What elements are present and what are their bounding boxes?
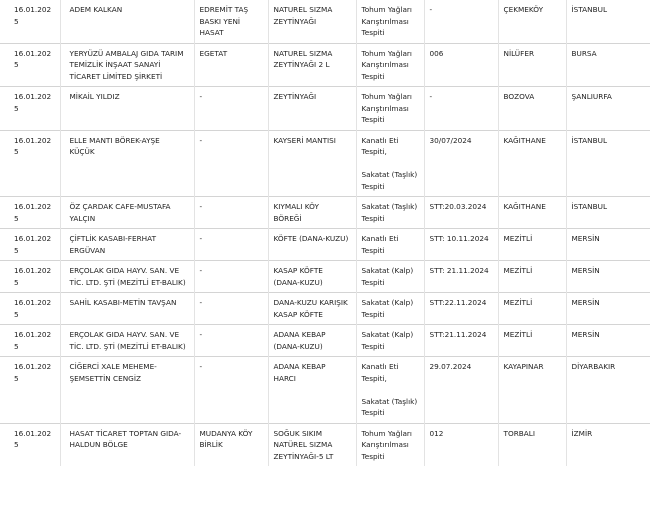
brand-cell: EGETAT — [194, 43, 268, 87]
firm-cell: ERÇOLAK GIDA HAYV. SAN. VE TİC. LTD. ŞTİ (MEZİTLİ ET-BALIK) — [60, 261, 194, 293]
brand-cell: - — [194, 229, 268, 261]
test-cell: Kanatlı Eti Tespiti, Sakatat (Taşlık) Tespiti — [356, 357, 424, 424]
firm-cell: ÇİFTLİK KASABI-FERHAT ERGÜVAN — [60, 229, 194, 261]
test-cell: Sakatat (Kalp) Tespiti — [356, 325, 424, 357]
product-cell: ZEYTİNYAĞI — [268, 87, 356, 131]
lot-cell: STT:20.03.2024 — [424, 197, 498, 229]
brand-cell: - — [194, 130, 268, 197]
city-cell: MERSİN — [566, 261, 650, 293]
date-cell: 16.01.2025 — [14, 135, 52, 156]
test-cell: Tohum Yağları Karıştırılması Tespiti — [356, 43, 424, 87]
city-cell: BURSA — [566, 43, 650, 87]
lot-cell: 30/07/2024 — [424, 130, 498, 197]
firm-cell: YERYÜZÜ AMBALAJ GIDA TARIM TEMİZLİK İNŞAAT SANAYİ TİCARET LİMİTED ŞİRKETİ — [60, 43, 194, 87]
test-cell: Kanatlı Eti Tespiti — [356, 229, 424, 261]
city-cell: İSTANBUL — [566, 197, 650, 229]
date-cell: 16.01.2025 — [14, 5, 52, 26]
product-cell: NATUREL SIZMA ZEYTİNYAĞI — [268, 0, 356, 43]
lot-cell: STT: 21.11.2024 — [424, 261, 498, 293]
city-cell: İSTANBUL — [566, 0, 650, 43]
district-cell: NİLÜFER — [498, 43, 566, 87]
product-cell: SOĞUK SIKIM NATÜREL SIZMA ZEYTİNYAĞI-5 LT — [268, 423, 356, 466]
firm-cell: MİKAİL YILDIZ — [60, 87, 194, 131]
brand-cell: - — [194, 293, 268, 325]
lot-cell: 29.07.2024 — [424, 357, 498, 424]
date-cell: 16.01.2025 — [14, 428, 52, 449]
district-cell: MEZİTLİ — [498, 293, 566, 325]
date-cell: 16.01.2025 — [14, 266, 52, 287]
district-cell: KAĞITHANE — [498, 197, 566, 229]
brand-cell: - — [194, 325, 268, 357]
lot-cell: 012 — [424, 423, 498, 466]
firm-cell: HASAT TİCARET TOPTAN GIDA- HALDUN BÖLGE — [60, 423, 194, 466]
date-cell: 16.01.2025 — [14, 362, 52, 383]
test-cell: Tohum Yağları Karıştırılması Tespiti — [356, 423, 424, 466]
table-row — [0, 261, 650, 293]
lot-cell: - — [424, 0, 498, 43]
brand-cell: - — [194, 357, 268, 424]
test-cell: Tohum Yağları Karıştırılması Tespiti — [356, 87, 424, 131]
table-row — [0, 130, 650, 197]
firm-cell: ÖZ ÇARDAK CAFE-MUSTAFA YALÇIN — [60, 197, 194, 229]
city-cell: MERSİN — [566, 293, 650, 325]
test-cell: Sakatat (Taşlık) Tespiti — [356, 197, 424, 229]
lot-cell: 006 — [424, 43, 498, 87]
product-cell: KASAP KÖFTE (DANA-KUZU) — [268, 261, 356, 293]
firm-cell: ELLE MANTI BÖREK-AYŞE KÜÇÜK — [60, 130, 194, 197]
date-cell: 16.01.2025 — [14, 298, 52, 319]
firm-cell: CİĞERCİ XALE MEHEME- ŞEMSETTİN CENGİZ — [60, 357, 194, 424]
table-row — [0, 325, 650, 357]
table-row — [0, 0, 650, 43]
district-cell: KAYAPINAR — [498, 357, 566, 424]
district-cell: MEZİTLİ — [498, 325, 566, 357]
table-row — [0, 43, 650, 87]
table-row — [0, 423, 650, 466]
test-cell: Sakatat (Kalp) Tespiti — [356, 293, 424, 325]
date-cell: 16.01.2025 — [14, 330, 52, 351]
date-cell: 16.01.2025 — [14, 234, 52, 255]
test-cell: Sakatat (Kalp) Tespiti — [356, 261, 424, 293]
lot-cell: STT:22.11.2024 — [424, 293, 498, 325]
brand-cell: MUDANYA KÖY BİRLİK — [194, 423, 268, 466]
district-cell: MEZİTLİ — [498, 261, 566, 293]
city-cell: ŞANLIURFA — [566, 87, 650, 131]
product-cell: NATUREL SIZMA ZEYTİNYAĞI 2 L — [268, 43, 356, 87]
district-cell: KAĞITHANE — [498, 130, 566, 197]
brand-cell: - — [194, 197, 268, 229]
firm-cell: SAHİL KASABI-METİN TAVŞAN — [60, 293, 194, 325]
lot-cell: - — [424, 87, 498, 131]
city-cell: MERSİN — [566, 229, 650, 261]
table-row — [0, 197, 650, 229]
product-cell: ADANA KEBAP HARCI — [268, 357, 356, 424]
table-row — [0, 229, 650, 261]
city-cell: MERSİN — [566, 325, 650, 357]
firm-cell: ADEM KALKAN — [60, 0, 194, 43]
date-cell: 16.01.2025 — [14, 48, 52, 69]
date-cell: 16.01.2025 — [14, 92, 52, 113]
product-cell: ADANA KEBAP (DANA-KUZU) — [268, 325, 356, 357]
table-row — [0, 357, 650, 424]
brand-cell: EDREMİT TAŞ BASKI YENİ HASAT — [194, 0, 268, 43]
city-cell: İSTANBUL — [566, 130, 650, 197]
product-cell: DANA-KUZU KARIŞIK KASAP KÖFTE — [268, 293, 356, 325]
test-cell: Tohum Yağları Karıştırılması Tespiti — [356, 0, 424, 43]
district-cell: ÇEKMEKÖY — [498, 0, 566, 43]
lot-cell: STT:21.11.2024 — [424, 325, 498, 357]
district-cell: TORBALI — [498, 423, 566, 466]
date-cell: 16.01.2025 — [14, 202, 52, 223]
product-cell: KIYMALI KÖY BÖREĞİ — [268, 197, 356, 229]
table-row — [0, 293, 650, 325]
brand-cell: - — [194, 261, 268, 293]
test-cell: Kanatlı Eti Tespiti, Sakatat (Taşlık) Tespiti — [356, 130, 424, 197]
city-cell: DİYARBAKIR — [566, 357, 650, 424]
product-cell: KÖFTE (DANA-KUZU) — [268, 229, 356, 261]
brand-cell: - — [194, 87, 268, 131]
district-cell: MEZİTLİ — [498, 229, 566, 261]
lot-cell: STT: 10.11.2024 — [424, 229, 498, 261]
city-cell: İZMİR — [566, 423, 650, 466]
table-row — [0, 87, 650, 131]
product-cell: KAYSERİ MANTISI — [268, 130, 356, 197]
firm-cell: ERÇOLAK GIDA HAYV. SAN. VE TİC. LTD. ŞTİ (MEZİTLİ ET-BALIK) — [60, 325, 194, 357]
district-cell: BOZOVA — [498, 87, 566, 131]
